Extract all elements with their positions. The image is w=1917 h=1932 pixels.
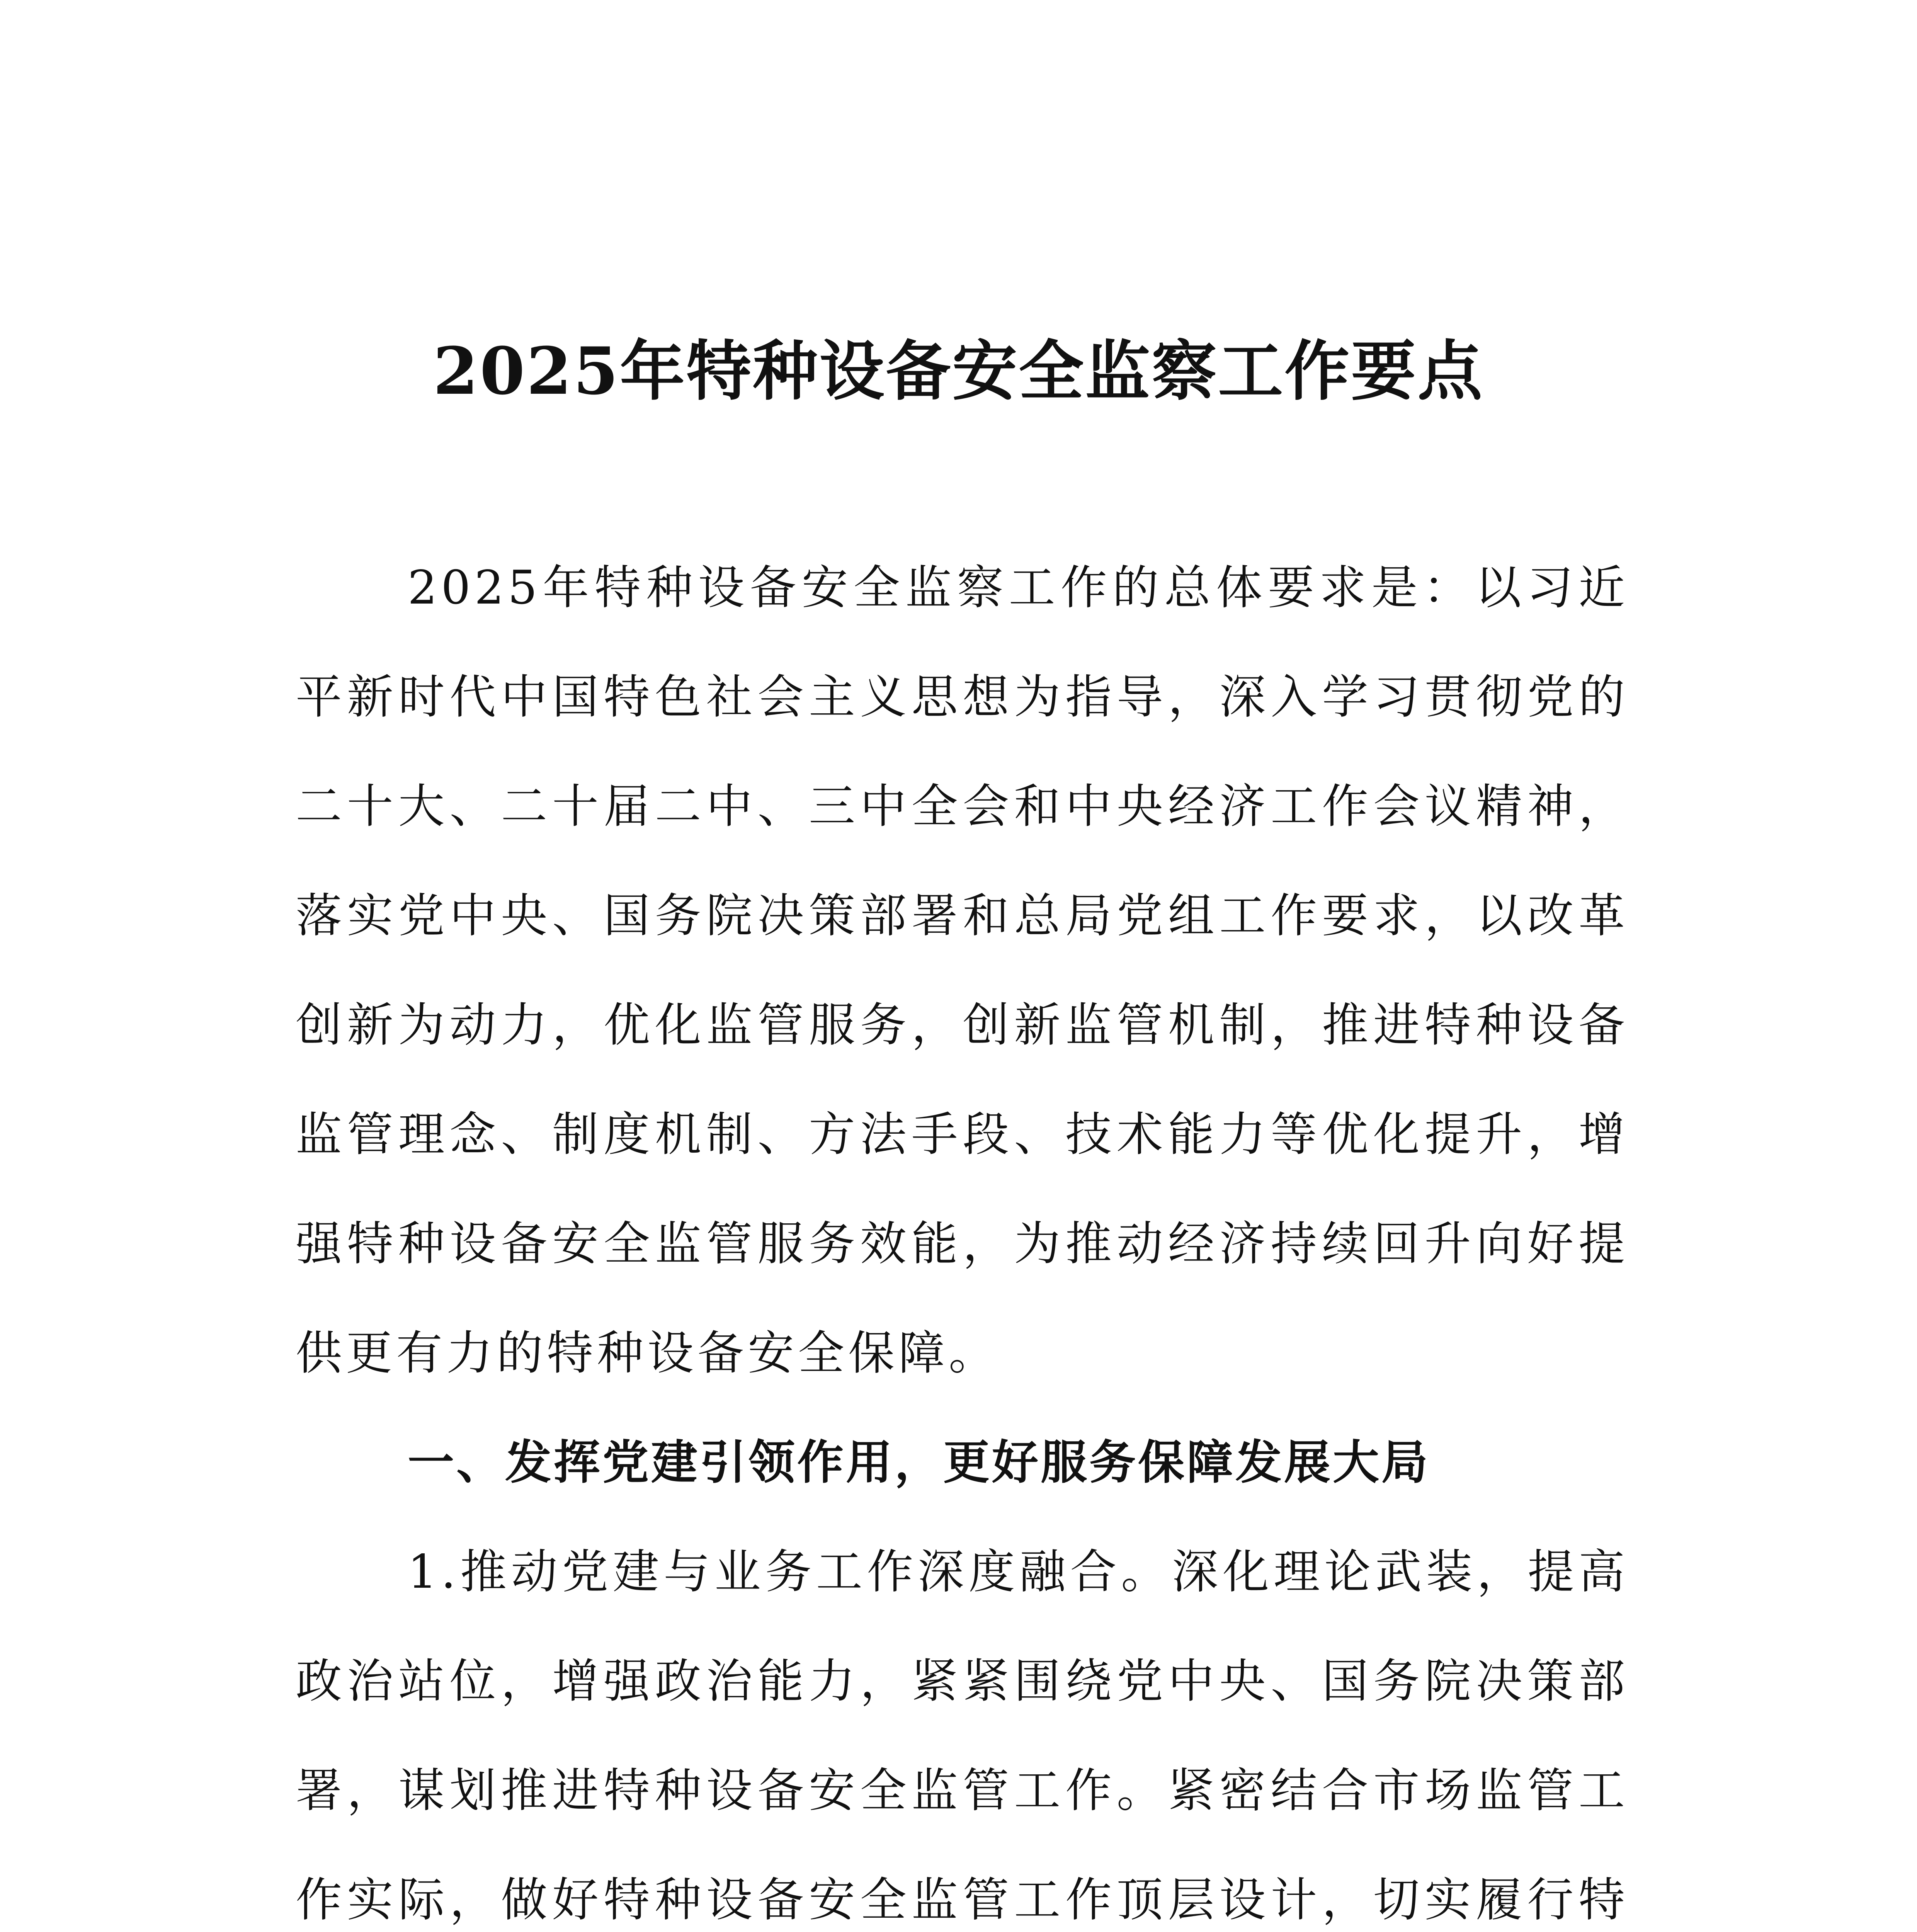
document-body [296,533,1629,1932]
intro-paragraph: 2025年特种设备安全监察工作的总体要求是：以习近平新时代中国特色社会主义思想为指导，深入学习贯彻党的二十大、二十届二中、三中全会和中央经济工作会议精神，落实党中央、国务院决策部署和总局党组工作要求，以改革创新为动力，优化监管服务，创新监管机制，推进特种设备监管理念、制度机制、方法手段、技术能力等优化提升，增强特种设备安全监管服务效能，为推动经济持续回升向好提供更有力的特种设备安全保障。 [296,561,1629,1380]
document-title: 2025年特种设备安全监察工作要点 [433,333,1484,409]
section-heading-1: 一、发挥党建引领作用，更好服务保障发展大局 [408,1436,1430,1490]
paragraph-item-1: 1.推动党建与业务工作深度融合。深化理论武装，提高政治站位，增强政治能力，紧紧围绕党中央、国务院决策部署，谋划推进特种设备安全监管工作。紧密结合市场监管工作实际，做好特种设备安全监管工作顶层设计，切实履行特 [296,1545,1629,1927]
